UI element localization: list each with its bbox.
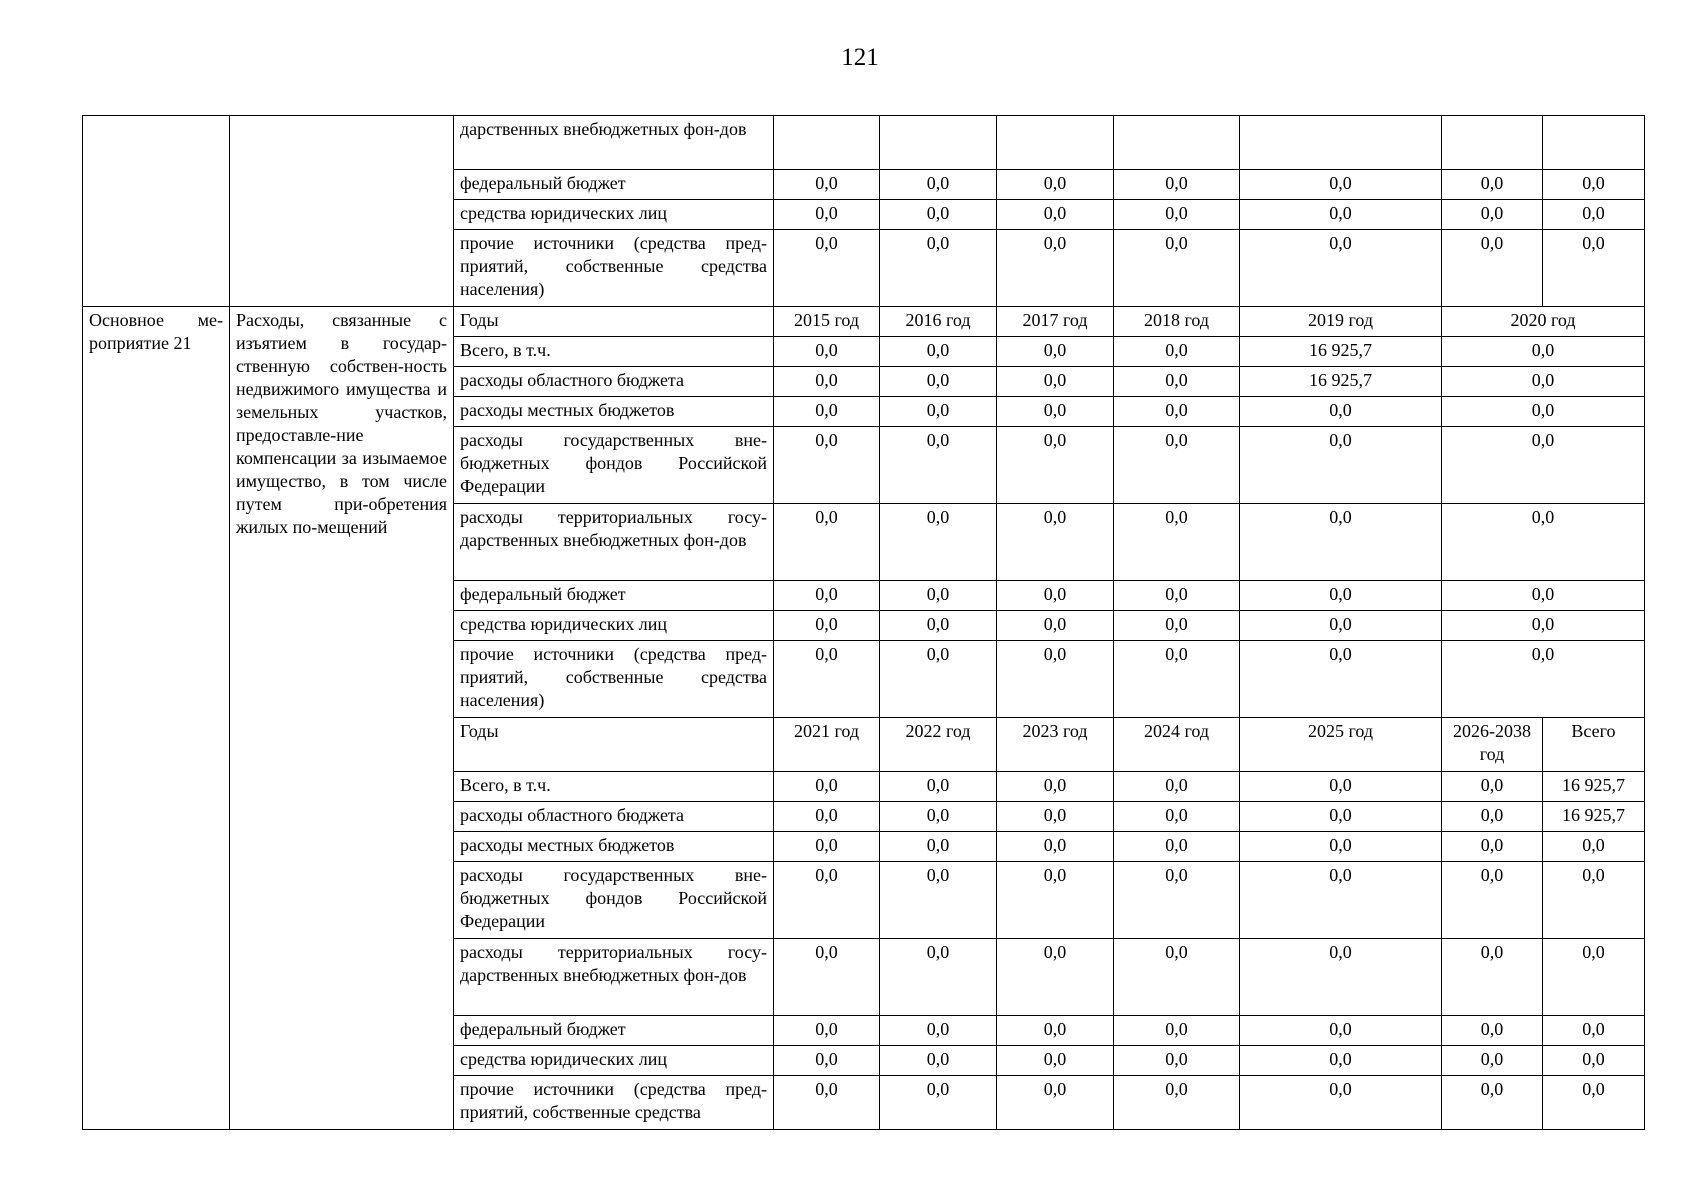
- value-cell: 0,0: [774, 832, 880, 862]
- value-cell: 0,0: [1442, 504, 1645, 581]
- value-cell: 0,0: [1442, 862, 1543, 939]
- value-cell: 0,0: [774, 772, 880, 802]
- value-cell: 0,0: [1442, 427, 1645, 504]
- value-cell: 0,0: [774, 581, 880, 611]
- value-cell: 0,0: [880, 367, 997, 397]
- value-cell: 0,0: [880, 427, 997, 504]
- measure-description: Расходы, связанные с изъятием в государ-ственную собствен-ность недвижимого имущества и земельных участков, предоставле-ние компенсации за изымаемое имущество, в том числе путем при-обретения жилых по-мещений: [230, 307, 454, 1130]
- value-cell: 0,0: [1240, 611, 1442, 641]
- value-cell: 0,0: [1240, 1016, 1442, 1046]
- value-cell: 16 925,7: [1543, 802, 1645, 832]
- source-label: средства юридических лиц: [454, 1046, 774, 1076]
- value-cell: 0,0: [774, 200, 880, 230]
- value-cell: 16 925,7: [1240, 337, 1442, 367]
- value-cell: 0,0: [774, 1076, 880, 1130]
- value-cell: 0,0: [1240, 1076, 1442, 1130]
- source-label: расходы областного бюджета: [454, 367, 774, 397]
- years-header-row: [83, 307, 1645, 337]
- value-cell: 0,0: [1240, 641, 1442, 718]
- value-cell: 0,0: [1240, 200, 1442, 230]
- value-cell: 0,0: [1114, 832, 1240, 862]
- value-cell: 0,0: [880, 862, 997, 939]
- source-label: расходы местных бюджетов: [454, 832, 774, 862]
- value-cell: 0,0: [1442, 230, 1543, 307]
- value-cell: [880, 116, 997, 170]
- value-cell: 16 925,7: [1240, 367, 1442, 397]
- value-cell: 0,0: [1543, 1046, 1645, 1076]
- value-cell: 0,0: [1114, 397, 1240, 427]
- source-label: средства юридических лиц: [454, 200, 774, 230]
- value-cell: 0,0: [1442, 1046, 1543, 1076]
- value-cell: [997, 116, 1114, 170]
- value-cell: 0,0: [1114, 802, 1240, 832]
- value-cell: 0,0: [997, 337, 1114, 367]
- value-cell: 0,0: [880, 397, 997, 427]
- value-cell: 0,0: [1240, 427, 1442, 504]
- value-cell: 0,0: [774, 862, 880, 939]
- value-cell: 0,0: [774, 802, 880, 832]
- value-cell: 0,0: [1114, 367, 1240, 397]
- value-cell: 0,0: [774, 1046, 880, 1076]
- value-cell: 0,0: [1442, 1076, 1543, 1130]
- value-cell: 0,0: [1114, 611, 1240, 641]
- source-label: прочие источники (средства пред-приятий, собственные средства: [454, 1076, 774, 1130]
- value-cell: 0,0: [997, 772, 1114, 802]
- value-cell: 0,0: [774, 939, 880, 1016]
- value-cell: 0,0: [880, 832, 997, 862]
- year-header: 2020 год: [1442, 307, 1645, 337]
- value-cell: 0,0: [1442, 367, 1645, 397]
- value-cell: 0,0: [774, 611, 880, 641]
- value-cell: 0,0: [1442, 200, 1543, 230]
- value-cell: 0,0: [774, 504, 880, 581]
- value-cell: 0,0: [774, 1016, 880, 1046]
- value-cell: 0,0: [1543, 832, 1645, 862]
- year-header: 2016 год: [880, 307, 997, 337]
- value-cell: 0,0: [1114, 939, 1240, 1016]
- years-label: Годы: [454, 307, 774, 337]
- value-cell: 0,0: [774, 170, 880, 200]
- value-cell: 16 925,7: [1543, 772, 1645, 802]
- value-cell: 0,0: [880, 1046, 997, 1076]
- year-header: 2024 год: [1114, 718, 1240, 772]
- value-cell: 0,0: [1114, 772, 1240, 802]
- year-header: 2025 год: [1240, 718, 1442, 772]
- source-label: Всего, в т.ч.: [454, 337, 774, 367]
- value-cell: [1240, 116, 1442, 170]
- value-cell: 0,0: [880, 170, 997, 200]
- value-cell: 0,0: [997, 939, 1114, 1016]
- continued-description-cell: [230, 116, 454, 307]
- year-header: 2018 год: [1114, 307, 1240, 337]
- year-header: 2017 год: [997, 307, 1114, 337]
- value-cell: 0,0: [1543, 1076, 1645, 1130]
- value-cell: [1543, 116, 1645, 170]
- value-cell: 0,0: [1114, 230, 1240, 307]
- value-cell: 0,0: [880, 611, 997, 641]
- value-cell: 0,0: [774, 367, 880, 397]
- value-cell: 0,0: [1543, 1016, 1645, 1046]
- value-cell: 0,0: [1240, 802, 1442, 832]
- value-cell: [1442, 116, 1543, 170]
- value-cell: 0,0: [880, 200, 997, 230]
- source-label: расходы государственных вне-бюджетных фондов Российской Федерации: [454, 862, 774, 939]
- year-header: Всего: [1543, 718, 1645, 772]
- value-cell: 0,0: [1543, 862, 1645, 939]
- value-cell: 0,0: [1442, 802, 1543, 832]
- years-label: Годы: [454, 718, 774, 772]
- value-cell: 0,0: [1114, 1046, 1240, 1076]
- value-cell: 0,0: [997, 1016, 1114, 1046]
- source-label: Всего, в т.ч.: [454, 772, 774, 802]
- value-cell: 0,0: [880, 230, 997, 307]
- value-cell: 0,0: [997, 170, 1114, 200]
- value-cell: 0,0: [997, 862, 1114, 939]
- value-cell: 0,0: [997, 504, 1114, 581]
- value-cell: 0,0: [1114, 200, 1240, 230]
- value-cell: 0,0: [1442, 397, 1645, 427]
- value-cell: 0,0: [1240, 862, 1442, 939]
- value-cell: 0,0: [880, 1016, 997, 1046]
- continued-row: [83, 116, 1645, 170]
- source-label: федеральный бюджет: [454, 581, 774, 611]
- source-label: федеральный бюджет: [454, 1016, 774, 1046]
- source-label: расходы областного бюджета: [454, 802, 774, 832]
- value-cell: 0,0: [1543, 200, 1645, 230]
- value-cell: 0,0: [997, 1046, 1114, 1076]
- value-cell: 0,0: [1114, 862, 1240, 939]
- value-cell: 0,0: [997, 641, 1114, 718]
- value-cell: 0,0: [1114, 1076, 1240, 1130]
- value-cell: 0,0: [1442, 1016, 1543, 1046]
- source-label: расходы территориальных госу-дарственных внебюджетных фон-дов: [454, 504, 774, 581]
- value-cell: 0,0: [1442, 641, 1645, 718]
- value-cell: 0,0: [774, 337, 880, 367]
- value-cell: 0,0: [1442, 337, 1645, 367]
- year-header: 2022 год: [880, 718, 997, 772]
- measure-name: Основное ме-роприятие 21: [83, 307, 230, 1130]
- value-cell: 0,0: [1442, 581, 1645, 611]
- source-label: дарственных внебюджетных фон-дов: [454, 116, 774, 170]
- value-cell: 0,0: [880, 802, 997, 832]
- value-cell: 0,0: [997, 611, 1114, 641]
- year-header: 2026-2038 год: [1442, 718, 1543, 772]
- value-cell: 0,0: [1442, 772, 1543, 802]
- budget-table: [82, 115, 1645, 1130]
- value-cell: 0,0: [1240, 170, 1442, 200]
- year-header: 2019 год: [1240, 307, 1442, 337]
- value-cell: 0,0: [1240, 230, 1442, 307]
- value-cell: 0,0: [997, 200, 1114, 230]
- value-cell: 0,0: [1442, 611, 1645, 641]
- value-cell: 0,0: [1114, 581, 1240, 611]
- value-cell: 0,0: [1442, 170, 1543, 200]
- value-cell: 0,0: [1240, 581, 1442, 611]
- source-label: расходы территориальных госу-дарственных внебюджетных фон-дов: [454, 939, 774, 1016]
- value-cell: 0,0: [997, 427, 1114, 504]
- value-cell: 0,0: [880, 337, 997, 367]
- value-cell: 0,0: [1442, 939, 1543, 1016]
- value-cell: 0,0: [1114, 504, 1240, 581]
- source-label: федеральный бюджет: [454, 170, 774, 200]
- value-cell: 0,0: [1114, 1016, 1240, 1046]
- value-cell: 0,0: [997, 1076, 1114, 1130]
- source-label: прочие источники (средства пред-приятий, собственные средства населения): [454, 641, 774, 718]
- value-cell: 0,0: [880, 1076, 997, 1130]
- value-cell: 0,0: [997, 802, 1114, 832]
- value-cell: 0,0: [774, 230, 880, 307]
- value-cell: 0,0: [997, 832, 1114, 862]
- source-label: прочие источники (средства пред-приятий, собственные средства населения): [454, 230, 774, 307]
- value-cell: 0,0: [1240, 832, 1442, 862]
- value-cell: [1114, 116, 1240, 170]
- value-cell: 0,0: [880, 772, 997, 802]
- source-label: расходы местных бюджетов: [454, 397, 774, 427]
- value-cell: 0,0: [1543, 939, 1645, 1016]
- value-cell: 0,0: [774, 397, 880, 427]
- value-cell: 0,0: [1543, 170, 1645, 200]
- year-header: 2021 год: [774, 718, 880, 772]
- continued-measure-cell: [83, 116, 230, 307]
- value-cell: 0,0: [1240, 397, 1442, 427]
- value-cell: 0,0: [1114, 337, 1240, 367]
- value-cell: 0,0: [880, 581, 997, 611]
- source-label: средства юридических лиц: [454, 611, 774, 641]
- value-cell: 0,0: [1240, 504, 1442, 581]
- value-cell: 0,0: [774, 427, 880, 504]
- value-cell: 0,0: [1240, 772, 1442, 802]
- value-cell: 0,0: [880, 641, 997, 718]
- value-cell: 0,0: [1442, 832, 1543, 862]
- value-cell: 0,0: [1543, 230, 1645, 307]
- value-cell: 0,0: [1114, 170, 1240, 200]
- value-cell: 0,0: [997, 397, 1114, 427]
- value-cell: 0,0: [997, 581, 1114, 611]
- source-label: расходы государственных вне-бюджетных фондов Российской Федерации: [454, 427, 774, 504]
- value-cell: 0,0: [1114, 641, 1240, 718]
- value-cell: 0,0: [880, 939, 997, 1016]
- value-cell: 0,0: [997, 367, 1114, 397]
- value-cell: 0,0: [880, 504, 997, 581]
- value-cell: 0,0: [1240, 939, 1442, 1016]
- value-cell: [774, 116, 880, 170]
- page-number: 121: [841, 44, 879, 71]
- value-cell: 0,0: [1114, 427, 1240, 504]
- value-cell: 0,0: [1240, 1046, 1442, 1076]
- year-header: 2015 год: [774, 307, 880, 337]
- value-cell: 0,0: [997, 230, 1114, 307]
- year-header: 2023 год: [997, 718, 1114, 772]
- value-cell: 0,0: [774, 641, 880, 718]
